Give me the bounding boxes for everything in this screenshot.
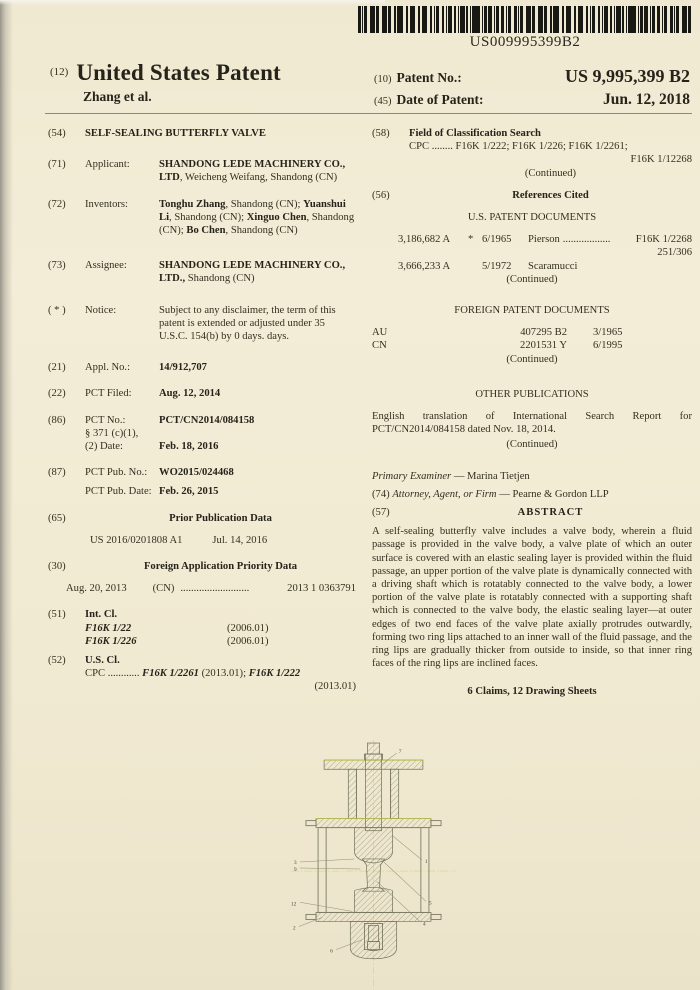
field-72-inventors xyxy=(48,198,356,238)
examiner-cited-star: * xyxy=(468,234,474,246)
leader-dots: ........ xyxy=(431,141,453,153)
field-label: PCT Pub. No.: xyxy=(85,467,148,479)
patent-date-row xyxy=(374,91,690,109)
field-number: (22) xyxy=(48,388,66,400)
field-label: PCT Pub. Date: xyxy=(85,486,152,498)
foreign-country: CN xyxy=(372,340,387,352)
flange-tab-left xyxy=(306,821,316,826)
field-57-abstract-heading xyxy=(372,506,692,519)
priority-app-no: 2013 1 0363791 xyxy=(287,583,356,595)
page-title: United States Patent xyxy=(76,60,281,85)
assignee-value: SHANDONG LEDE MACHINERY CO., LTD., Shandong (CN) xyxy=(159,260,346,285)
claims-line: 6 Claims, 12 Drawing Sheets xyxy=(467,685,597,697)
neck-wall-left xyxy=(348,769,356,818)
patent-no-code: (10) xyxy=(374,74,392,85)
continued-note: (Continued) xyxy=(506,439,558,451)
field-number: (57) xyxy=(372,507,390,519)
field-number: ( * ) xyxy=(48,304,66,316)
ref-numeral: 5 xyxy=(428,900,432,907)
ref-numeral: 4 xyxy=(422,921,426,928)
date-value: Jun. 12, 2018 xyxy=(603,91,690,108)
field-label: PCT No.: xyxy=(85,414,126,426)
priority-data-row xyxy=(48,582,356,595)
continued-note: (Continued) xyxy=(506,273,558,285)
us-patent-class: F16K 1/2268 xyxy=(635,234,692,246)
invention-title: SELF-SEALING BUTTERFLY VALVE xyxy=(85,128,266,139)
field-label: Appl. No.: xyxy=(85,362,131,374)
inventors-value: Tonghu Zhang, Shandong (CN); Yuanshui Li, Shandong (CN); Xinguo Chen, Shandong (CN); Bo Chen, Shandong (CN) xyxy=(159,198,355,237)
date-label: Date of Patent: xyxy=(396,92,484,107)
pct-filed-value: Aug. 12, 2014 xyxy=(159,388,221,400)
continued-note: (Continued) xyxy=(506,353,558,365)
field-number: (65) xyxy=(48,512,66,524)
barcode xyxy=(358,6,692,33)
us-patent-row xyxy=(372,260,692,273)
ref-numeral: 7 xyxy=(398,749,402,756)
indent xyxy=(372,260,398,273)
ref-numeral: 12 xyxy=(290,901,297,908)
examiner-label: Primary Examiner xyxy=(372,470,452,482)
attorney-label: Attorney, Agent, or Firm xyxy=(392,488,497,500)
pct-pub-no-value: WO2015/024468 xyxy=(159,467,234,479)
int-cl-version: (2006.01) xyxy=(227,635,269,647)
pct-pub-date-value: Feb. 26, 2015 xyxy=(159,486,219,498)
examiner-name: — Marina Tietjen xyxy=(453,470,530,482)
field-number: (51) xyxy=(48,609,66,621)
field-56-references xyxy=(372,189,692,202)
leader-line xyxy=(393,836,422,860)
field-51-int-cl xyxy=(48,608,356,648)
prior-pub-number: US 2016/0201808 A1 xyxy=(90,534,183,546)
int-cl-class: F16K 1/22 xyxy=(85,622,132,634)
field-label: (2) Date: xyxy=(85,441,123,453)
foreign-patent-row xyxy=(372,339,692,352)
indent xyxy=(372,233,398,246)
foreign-country: AU xyxy=(372,327,388,339)
field-73-assignee xyxy=(48,259,356,285)
upper-hub xyxy=(354,828,392,863)
leader-line xyxy=(300,868,360,869)
foreign-docs-heading: FOREIGN PATENT DOCUMENTS xyxy=(454,305,610,317)
cpc-class-2: F16K 1/222 xyxy=(248,668,301,680)
us-patent-class-2: 251/306 xyxy=(657,247,692,259)
prior-pub-heading: Prior Publication Data xyxy=(169,512,272,524)
priority-country: (CN) xyxy=(152,583,175,595)
us-patent-date: 6/1965 xyxy=(482,234,512,246)
field-label: Applicant: xyxy=(85,159,130,171)
ref-numeral: 2 xyxy=(292,925,296,932)
field-87-pct-pub xyxy=(48,466,356,498)
kind-code-number: (12) xyxy=(50,66,69,78)
leader-line xyxy=(300,859,354,862)
ref-numeral: 1 xyxy=(424,858,428,865)
cpc-search-line2: F16K 1/12268 xyxy=(630,154,692,166)
field-65-prior-pub xyxy=(48,512,356,525)
priority-heading: Foreign Application Priority Data xyxy=(143,561,298,573)
patent-number-row xyxy=(374,66,690,87)
continued-note: (Continued) xyxy=(524,167,577,179)
371-date-value: Feb. 18, 2016 xyxy=(159,441,219,453)
field-label: PCT Filed: xyxy=(85,388,132,400)
bibliographic-right-column xyxy=(372,127,692,698)
ref-numeral: 9 xyxy=(293,867,297,874)
field-52-us-cl xyxy=(48,654,356,694)
flange-tab-left xyxy=(306,914,316,919)
priority-date: Aug. 20, 2013 xyxy=(66,583,127,595)
foreign-number: 407295 B2 xyxy=(520,327,567,339)
field-86-pct-no xyxy=(48,414,356,454)
field-number: (72) xyxy=(48,198,66,210)
field-number: (71) xyxy=(48,159,66,171)
flange-tab-right xyxy=(431,914,441,919)
leader-dots: .......................... xyxy=(180,583,250,595)
foreign-date: 6/1995 xyxy=(593,340,623,352)
other-publications-heading: OTHER PUBLICATIONS xyxy=(475,388,589,400)
appl-no-value: 14/912,707 xyxy=(159,362,207,374)
leader-dots: ............ xyxy=(107,668,140,680)
field-number: (87) xyxy=(48,467,66,479)
field-30-priority xyxy=(48,560,356,573)
us-patent-number: 3,186,682 A xyxy=(398,234,451,246)
pipe-flange-bottom xyxy=(316,912,431,921)
header-right xyxy=(374,66,690,113)
pct-no-value: PCT/CN2014/084158 xyxy=(159,414,255,426)
us-patent-date: 5/1972 xyxy=(482,260,512,272)
attorney-name: — Pearne & Gordon LLP xyxy=(499,488,609,500)
field-number: (58) xyxy=(372,128,390,139)
date-code: (45) xyxy=(374,96,392,107)
flange-tab-right xyxy=(431,821,441,826)
field-number: (73) xyxy=(48,260,66,272)
field-number: (30) xyxy=(48,561,66,573)
supporting-shaft xyxy=(368,925,378,941)
pct-pub-block xyxy=(85,466,356,498)
int-cl-heading: Int. Cl. xyxy=(85,609,118,621)
foreign-patent-row xyxy=(372,326,692,339)
patent-no-label: Patent No.: xyxy=(396,70,462,85)
bibliographic-left-column xyxy=(48,127,356,707)
cpc-version-2: (2013.01) xyxy=(314,681,356,693)
leader-dots: .................. xyxy=(562,234,611,246)
scan-edge-top xyxy=(0,0,385,5)
field-58-classification-search xyxy=(372,127,692,180)
field-71-applicant xyxy=(48,158,356,184)
us-patent-number: 3,666,233 A xyxy=(398,260,451,272)
classification-search-heading: Field of Classification Search xyxy=(409,128,541,139)
field-54-title xyxy=(48,127,356,140)
attorney-code: (74) xyxy=(372,488,390,500)
notice-text: Subject to any disclaimer, the term of this patent is extended or adjusted under 35 U.S.C. 154(b) by 0 days. days. xyxy=(159,304,336,343)
field-22-pct-filed xyxy=(48,387,356,400)
us-cl-block xyxy=(85,654,356,694)
cpc-class-1: F16K 1/2261 xyxy=(142,668,199,680)
pipe-flange-top xyxy=(316,819,431,828)
int-cl-class: F16K 1/226 xyxy=(85,635,137,647)
examiner-cited-star xyxy=(468,260,482,273)
field-number: (54) xyxy=(48,128,66,139)
patent-no-value: US 9,995,399 B2 xyxy=(564,66,690,86)
abstract-heading: ABSTRACT xyxy=(517,507,584,519)
applicant-value: SHANDONG LEDE MACHINERY CO., LTD, Weicheng Weifang, Shandong (CN) xyxy=(159,159,346,184)
field-label: Assignee: xyxy=(85,260,127,272)
neck-wall-right xyxy=(391,769,399,818)
prior-pub-data-row xyxy=(48,534,356,547)
references-heading: References Cited xyxy=(512,189,589,201)
foreign-number: 2201531 Y xyxy=(520,340,567,352)
us-cl-heading: U.S. Cl. xyxy=(85,655,120,667)
barcode-text: US009995399B2 xyxy=(469,34,581,50)
section-371: § 371 (c)(1), xyxy=(85,427,139,439)
foreign-date: 3/1965 xyxy=(593,327,623,339)
abstract-text: A self-sealing butterfly valve includes a valve body, wherein a fluid passage is provided in the valve body, a valve plate of which an outer surface is covered with an elastic sealing layer is provided within the fluid passage, an upper portion of the valve plate is dynamically connected with a driving shaft which is rotatably connected to the valve body, a lower portion of the valve plate is rotatably connected with a supporting shaft which is connected to the valve body, the elastic sealing layer—at outer edges of two end faces of the valve plate axially protrudes outwardly, forming two ring lips attached to an inner wall of the fluid passage, and the ring lips are gradually thicker from outside to inside, so that inner ring faces of the ring lips are inclined faces. xyxy=(372,526,692,670)
primary-examiner-line xyxy=(372,470,692,483)
int-cl-block xyxy=(85,608,356,648)
us-patent-row xyxy=(372,233,692,246)
header-left xyxy=(50,60,281,105)
field-number: (56) xyxy=(372,189,390,201)
field-number: (21) xyxy=(48,362,66,374)
attorney-line xyxy=(372,488,692,501)
ref-numeral: 3 xyxy=(293,859,297,866)
cpc-label: CPC xyxy=(409,141,430,153)
pct-no-block xyxy=(85,414,356,454)
classification-search-block xyxy=(409,127,692,180)
field-notice xyxy=(48,304,356,344)
cpc-label: CPC xyxy=(85,668,106,680)
field-number: (86) xyxy=(48,414,66,426)
scan-edge-shadow xyxy=(0,0,13,990)
top-bolt xyxy=(367,743,379,754)
cpc-version-1: (2013.01); xyxy=(201,668,247,680)
us-patent-inventor: Scaramucci xyxy=(528,260,578,272)
inventor-short-name: Zhang et al. xyxy=(83,89,152,104)
field-label: Inventors: xyxy=(85,198,128,210)
leader-line xyxy=(299,917,322,926)
ref-numeral: 6 xyxy=(330,948,333,955)
field-label: Notice: xyxy=(85,304,117,316)
valve-plate xyxy=(362,859,384,891)
valve-cross-section-figure xyxy=(286,740,461,990)
int-cl-version: (2006.01) xyxy=(227,622,269,634)
us-patent-docs-heading: U.S. PATENT DOCUMENTS xyxy=(467,212,597,224)
field-21-appl-no xyxy=(48,361,356,374)
cpc-search-line1: F16K 1/222; F16K 1/226; F16K 1/2261; xyxy=(455,141,628,153)
prior-pub-date: Jul. 14, 2016 xyxy=(212,534,268,546)
us-patent-inventor: Pierson xyxy=(528,234,560,246)
other-publication-text: English translation of International Search Report for PCT/CN2014/084158 dated Nov. 18, 2014. xyxy=(372,411,692,436)
field-number: (52) xyxy=(48,655,66,667)
header-divider xyxy=(45,113,692,114)
